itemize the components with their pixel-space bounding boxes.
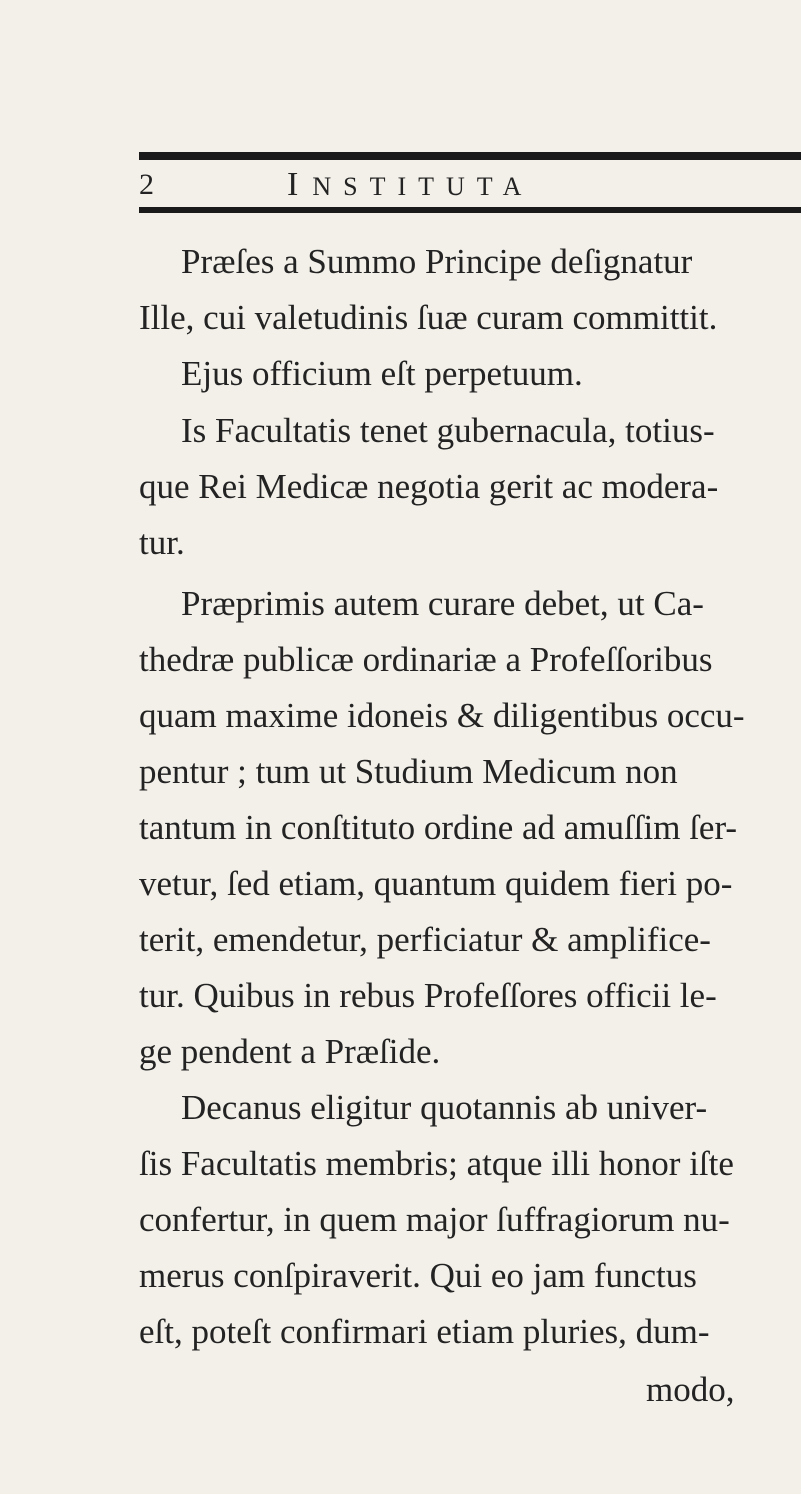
running-title — [287, 165, 533, 207]
text-line: Is Facultatis tenet gubernacula, totius- — [181, 411, 715, 450]
text-line: Ille, cui valetudinis ſuæ curam committit. — [139, 298, 718, 337]
text-line: quam maxime idoneis & diligentibus occu- — [139, 696, 745, 735]
text-line: merus conſpiraverit. Qui eo jam functus — [139, 1256, 697, 1295]
text-line: confertur, in quem major ſuffragiorum nu- — [139, 1200, 730, 1239]
catchword: modo, — [646, 1370, 735, 1409]
text-line: vetur, ſed etiam, quantum quidem fieri po- — [139, 864, 733, 903]
text-line: terit, emendetur, perficiatur & amplifice- — [139, 920, 711, 959]
text-line: tur. — [139, 523, 185, 562]
text-line: ſis Facultatis membris; atque illi honor iſte — [139, 1144, 734, 1183]
text-line: que Rei Medicæ negotia gerit ac modera- — [139, 467, 719, 506]
header-rule-bottom — [139, 207, 801, 213]
text-line: eſt, poteſt confirmari etiam pluries, dum- — [139, 1312, 710, 1351]
running-title-rest: NSTITUTA — [312, 172, 534, 201]
text-line: pentur ; tum ut Studium Medicum non — [139, 752, 678, 791]
text-line: Præprimis autem curare debet, ut Ca- — [181, 584, 704, 623]
page-header — [139, 165, 801, 205]
text-line: Præſes a Summo Principe deſignatur — [181, 242, 693, 281]
text-line: tur. Quibus in rebus Profeſſores officii le- — [139, 976, 717, 1015]
text-line: thedræ publicæ ordinariæ a Profeſſoribus — [139, 640, 713, 679]
text-line: Decanus eligitur quotannis ab univer- — [181, 1088, 708, 1127]
text-line: Ejus officium eſt perpetuum. — [181, 354, 583, 393]
text-line: tantum in conſtituto ordine ad amuſſim ſer- — [139, 808, 738, 847]
header-rule-top — [139, 152, 801, 160]
page-number: 2 — [139, 168, 154, 201]
text-line: ge pendent a Præſide. — [139, 1032, 441, 1071]
running-title-initial: I — [287, 166, 313, 203]
